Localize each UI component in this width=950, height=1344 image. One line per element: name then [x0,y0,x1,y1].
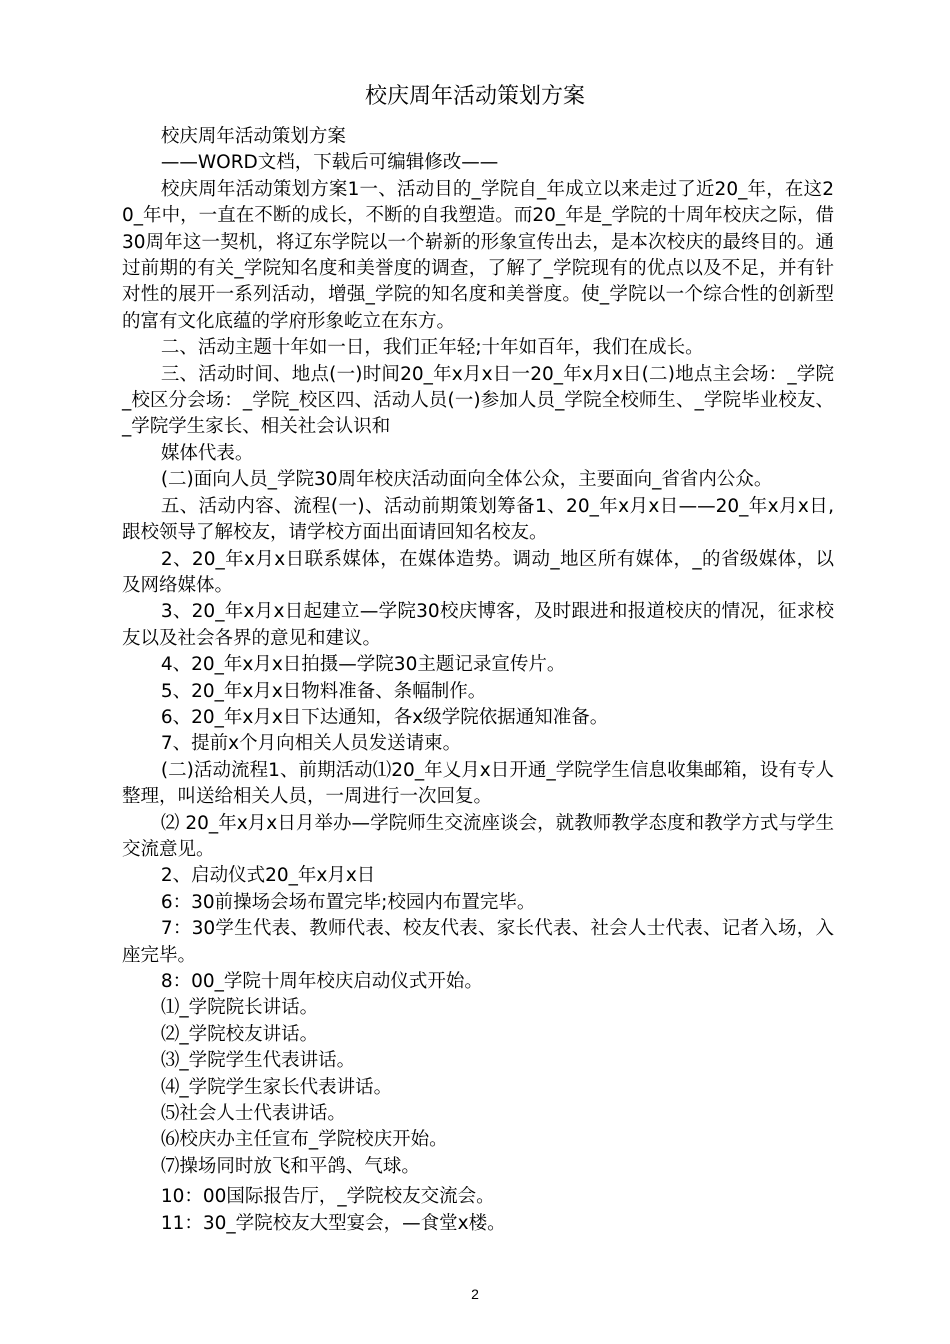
paragraph: 7：30学生代表、教师代表、校友代表、家长代表、社会人士代表、记者入场，入座完毕。 [122,918,834,966]
paragraph: ⑴_学院院长讲话。 [160,997,319,1019]
paragraph: 三、活动时间、地点(一)时间20_年x月x日一20_年x月x日(二)地点主会场：_学院_校区分会场：_学院_校区四、活动人员(一)参加人员_学院全校师生、_学院毕业校友、_学院学生家长、相关社会认识和 [122,363,834,438]
paragraph: 五、活动内容、流程(一)、活动前期策划筹备1、20_年x月x日——20_年x月x日,跟校领导了解校友，请学校方面出面请回知名校友。 [122,495,834,544]
paragraph: ⑵ 20_年x月x日月举办—学院师生交流座谈会，就教师教学态度和教学方式与学生交流意见。 [122,812,834,860]
paragraph: (二)面向人员_学院30周年校庆活动面向全体公众，主要面向_省省内公众。 [160,469,773,491]
paragraph: 校庆周年活动策划方案1一、活动目的_学院自_年成立以来走过了近20_年，在这20_年中，一直在不断的成长，不断的自我塑造。而20_年是_学院的十周年校庆之际，借30周年这一契机，将辽东学院以一个崭新的形象宣传出去，是本次校庆的最终目的。通过前期的有关_学院知名度和美誉度的调查，了解了_学院现有的优点以及不足，并有针对性的展开一系列活动，增强_学院的知名度和美誉度。使_学院以一个综合性的创新型的富有文化底蕴的学府形象屹立在东方。 [122,178,834,332]
paragraph: 6：30前操场会场布置完毕;校园内布置完毕。 [160,891,536,913]
paragraph: (二)活动流程1、前期活动⑴20_年乂月x日开通_学院学生信息收集邮箱，设有专人整理，叫送给相关人员，一周进行一次回复。 [122,759,834,808]
paragraph: 3、20_年x月x日起建立—学院30校庆博客，及时跟进和报道校庆的情况，征求校友以及社会各界的意见和建议。 [122,601,834,649]
paragraph: 2、20_年x月x日联系媒体，在媒体造势。调动_地区所有媒体，_的省级媒体，以及网络媒体。 [122,548,834,596]
paragraph: 校庆周年活动策划方案 [160,126,346,147]
paragraph: 8：00_学院十周年校庆启动仪式开始。 [160,971,483,992]
paragraph: 4、20_年x月x日拍摄—学院30主题记录宣传片。 [160,654,566,676]
document-title: 校庆周年活动策划方案 [364,84,585,109]
paragraph: ——WORD文档，下载后可编辑修改—— [160,152,499,174]
paragraph: ⑷_学院学生家长代表讲话。 [160,1076,393,1098]
paragraph: 10：00国际报告厅，_学院校友交流会。 [160,1186,495,1208]
paragraph: 7、提前x个月向相关人员发送请柬。 [160,733,462,755]
paragraph: 媒体代表。 [160,442,254,464]
paragraph: ⑸社会人士代表讲话。 [160,1103,346,1125]
paragraph: ⑵_学院校友讲话。 [160,1023,319,1045]
paragraph: ⑺操场同时放飞和平鸽、气球。 [160,1155,420,1177]
paragraph: 二、活动主题十年如一日，我们正年轻;十年如百年，我们在成长。 [160,337,704,359]
paragraph: ⑹校庆办主任宣布_学院校庆开始。 [160,1129,448,1151]
document-body [122,124,834,1237]
paragraph: 11：30_学院校友大型宴会，—食堂x楼。 [160,1212,506,1234]
paragraph: ⑶_学院学生代表讲话。 [160,1050,356,1072]
page-number: 2 [471,1286,479,1302]
paragraph: 5、20_年x月x日物料准备、条幅制作。 [160,680,487,702]
paragraph: 2、启动仪式20_年x月x日 [160,865,376,887]
paragraph: 6、20_年x月x日下达通知，各x级学院依据通知准备。 [160,706,609,728]
